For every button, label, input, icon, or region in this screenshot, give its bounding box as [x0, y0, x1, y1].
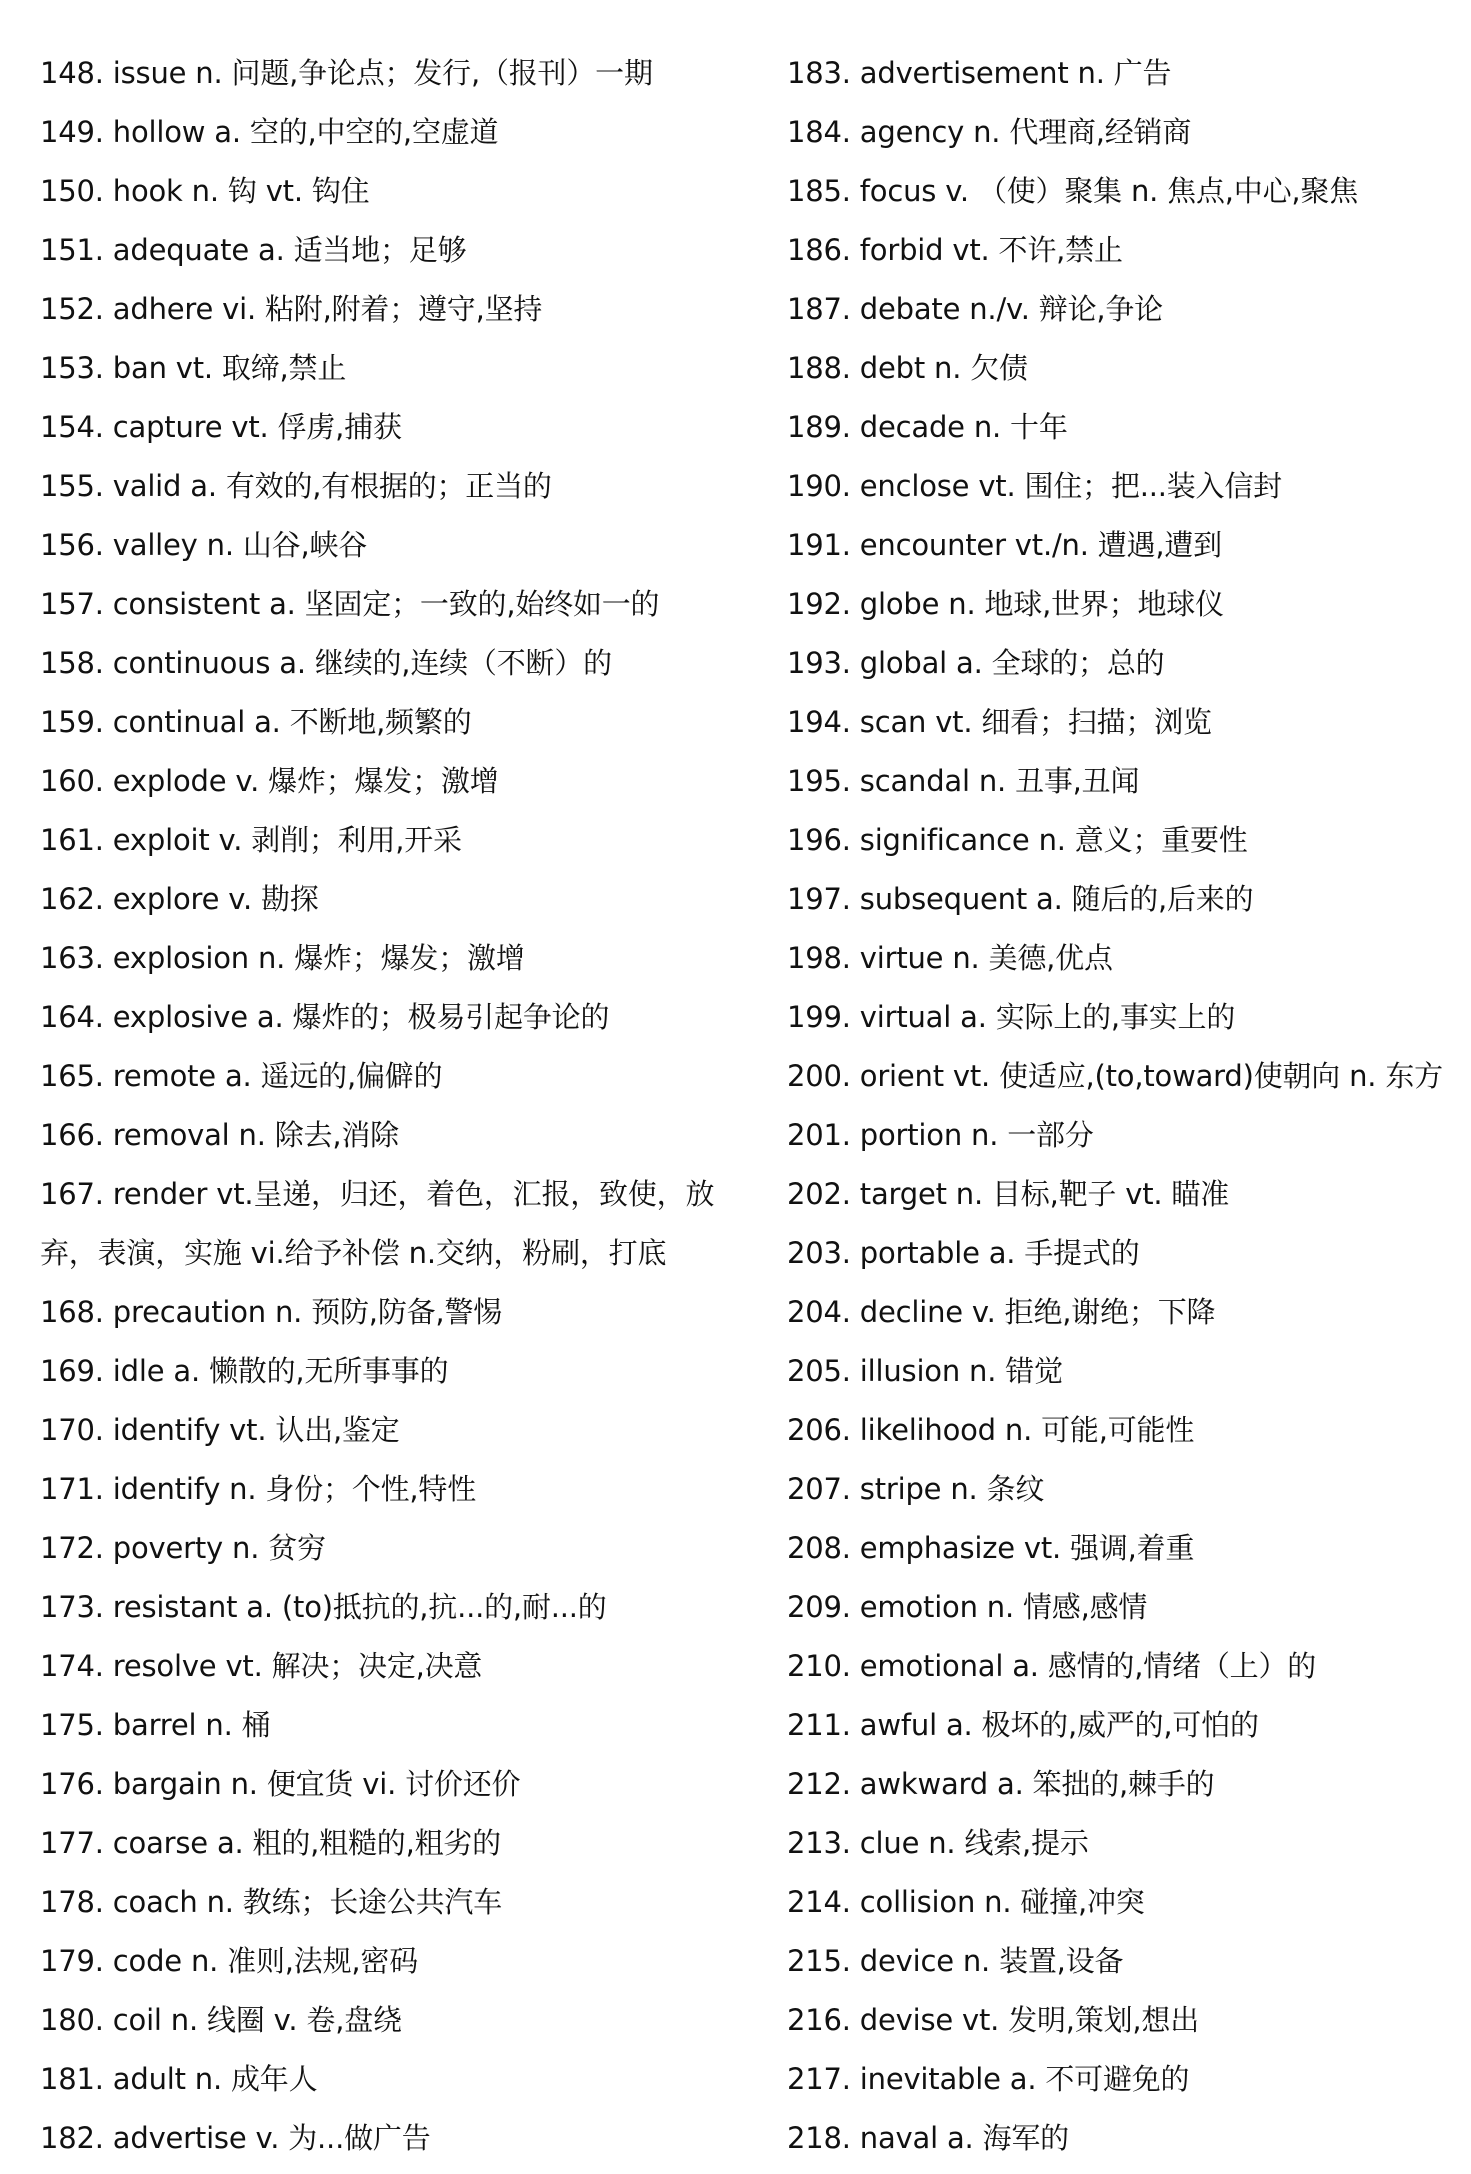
- vocab-entry-216: 216. devise vt. 发明,策划,想出: [787, 2003, 1200, 2037]
- vocab-entry-184: 184. agency n. 代理商,经销商: [787, 115, 1192, 149]
- vocab-entry-205: 205. illusion n. 错觉: [787, 1354, 1063, 1388]
- vocab-entry-215: 215. device n. 装置,设备: [787, 1944, 1124, 1978]
- vocab-entry-177: 177. coarse a. 粗的,粗糙的,粗劣的: [40, 1826, 501, 1860]
- vocab-entry-214: 214. collision n. 碰撞,冲突: [787, 1885, 1145, 1919]
- vocab-entry-181: 181. adult n. 成年人: [40, 2062, 318, 2096]
- vocab-entry-196: 196. significance n. 意义；重要性: [787, 823, 1248, 857]
- vocab-entry-166: 166. removal n. 除去,消除: [40, 1118, 399, 1152]
- vocab-entry-163: 163. explosion n. 爆炸；爆发；激增: [40, 941, 525, 975]
- vocab-entry-176: 176. bargain n. 便宜货 vi. 讨价还价: [40, 1767, 521, 1801]
- vocab-entry-212: 212. awkward a. 笨拙的,棘手的: [787, 1767, 1215, 1801]
- vocab-entry-161: 161. exploit v. 剥削；利用,开采: [40, 823, 462, 857]
- vocab-entry-173: 173. resistant a. (to)抵抗的,抗...的,耐...的: [40, 1590, 607, 1624]
- vocab-entry-210: 210. emotional a. 感情的,情绪（上）的: [787, 1649, 1317, 1683]
- vocab-entry-198: 198. virtue n. 美德,优点: [787, 941, 1113, 975]
- vocab-entry-157: 157. consistent a. 坚固定；一致的,始终如一的: [40, 587, 660, 621]
- vocab-entry-193: 193. global a. 全球的；总的: [787, 646, 1165, 680]
- vocab-entry-156: 156. valley n. 山谷,峡谷: [40, 528, 368, 562]
- vocab-entry-217: 217. inevitable a. 不可避免的: [787, 2062, 1190, 2096]
- vocab-entry-169: 169. idle a. 懒散的,无所事事的: [40, 1354, 449, 1388]
- vocab-entry-201: 201. portion n. 一部分: [787, 1118, 1094, 1152]
- vocab-entry-174: 174. resolve vt. 解决；决定,决意: [40, 1649, 483, 1683]
- vocab-entry-192: 192. globe n. 地球,世界；地球仪: [787, 587, 1224, 621]
- vocab-entry-167: 167. render vt.呈递，归还，着色，汇报，致使，放弃，表演，实施 vi.给予补偿 n.交纳，粉刷，打底: [40, 1177, 715, 1270]
- vocab-entry-200: 200. orient vt. 使适应,(to,toward)使朝向 n. 东方: [787, 1059, 1443, 1093]
- vocab-entry-152: 152. adhere vi. 粘附,附着；遵守,坚持: [40, 292, 543, 326]
- vocab-entry-207: 207. stripe n. 条纹: [787, 1472, 1045, 1506]
- vocab-entry-172: 172. poverty n. 贫穷: [40, 1531, 326, 1565]
- vocab-entry-153: 153. ban vt. 取缔,禁止: [40, 351, 347, 385]
- vocab-entry-151: 151. adequate a. 适当地；足够: [40, 233, 467, 267]
- vocab-entry-191: 191. encounter vt./n. 遭遇,遭到: [787, 528, 1222, 562]
- vocab-entry-187: 187. debate n./v. 辩论,争论: [787, 292, 1163, 326]
- vocab-entry-185: 185. focus v. （使）聚集 n. 焦点,中心,聚焦: [787, 174, 1359, 208]
- vocab-entry-159: 159. continual a. 不断地,频繁的: [40, 705, 472, 739]
- left-vocabulary-column: [40, 44, 750, 2168]
- vocab-entry-175: 175. barrel n. 桶: [40, 1708, 271, 1742]
- vocab-entry-213: 213. clue n. 线索,提示: [787, 1826, 1089, 1860]
- vocab-entry-154: 154. capture vt. 俘虏,捕获: [40, 410, 402, 444]
- vocab-entry-170: 170. identify vt. 认出,鉴定: [40, 1413, 400, 1447]
- vocab-entry-209: 209. emotion n. 情感,感情: [787, 1590, 1148, 1624]
- vocab-entry-165: 165. remote a. 遥远的,偏僻的: [40, 1059, 443, 1093]
- vocab-entry-195: 195. scandal n. 丑事,丑闻: [787, 764, 1140, 798]
- vocab-entry-204: 204. decline v. 拒绝,谢绝；下降: [787, 1295, 1216, 1329]
- vocab-entry-206: 206. likelihood n. 可能,可能性: [787, 1413, 1195, 1447]
- vocab-entry-190: 190. enclose vt. 围住；把...装入信封: [787, 469, 1282, 503]
- vocab-entry-183: 183. advertisement n. 广告: [787, 56, 1172, 90]
- vocab-entry-182: 182. advertise v. 为...做广告: [40, 2121, 431, 2155]
- vocab-entry-158: 158. continuous a. 继续的,连续（不断）的: [40, 646, 612, 680]
- vocab-entry-150: 150. hook n. 钩 vt. 钩住: [40, 174, 370, 208]
- vocab-entry-148: 148. issue n. 问题,争论点；发行,（报刊）一期: [40, 56, 653, 90]
- vocab-entry-155: 155. valid a. 有效的,有根据的；正当的: [40, 469, 552, 503]
- vocab-entry-171: 171. identify n. 身份；个性,特性: [40, 1472, 477, 1506]
- vocab-entry-160: 160. explode v. 爆炸；爆发；激增: [40, 764, 499, 798]
- vocab-entry-197: 197. subsequent a. 随后的,后来的: [787, 882, 1254, 916]
- vocab-entry-203: 203. portable a. 手提式的: [787, 1236, 1140, 1270]
- vocab-entry-188: 188. debt n. 欠债: [787, 351, 1028, 385]
- vocab-entry-179: 179. code n. 准则,法规,密码: [40, 1944, 418, 1978]
- vocab-entry-164: 164. explosive a. 爆炸的；极易引起争论的: [40, 1000, 610, 1034]
- vocab-entry-189: 189. decade n. 十年: [787, 410, 1068, 444]
- vocab-entry-199: 199. virtual a. 实际上的,事实上的: [787, 1000, 1236, 1034]
- vocab-entry-162: 162. explore v. 勘探: [40, 882, 319, 916]
- vocab-entry-211: 211. awful a. 极坏的,威严的,可怕的: [787, 1708, 1259, 1742]
- vocab-entry-149: 149. hollow a. 空的,中空的,空虚道: [40, 115, 499, 149]
- vocab-entry-180: 180. coil n. 线圈 v. 卷,盘绕: [40, 2003, 402, 2037]
- vocab-entry-168: 168. precaution n. 预防,防备,警惕: [40, 1295, 503, 1329]
- vocab-entry-178: 178. coach n. 教练；长途公共汽车: [40, 1885, 503, 1919]
- right-vocabulary-column: [787, 44, 1471, 2168]
- vocab-entry-194: 194. scan vt. 细看；扫描；浏览: [787, 705, 1212, 739]
- vocab-entry-202: 202. target n. 目标,靶子 vt. 瞄准: [787, 1177, 1230, 1211]
- vocab-entry-186: 186. forbid vt. 不许,禁止: [787, 233, 1123, 267]
- vocab-entry-208: 208. emphasize vt. 强调,着重: [787, 1531, 1195, 1565]
- vocab-entry-218: 218. naval a. 海军的: [787, 2121, 1069, 2155]
